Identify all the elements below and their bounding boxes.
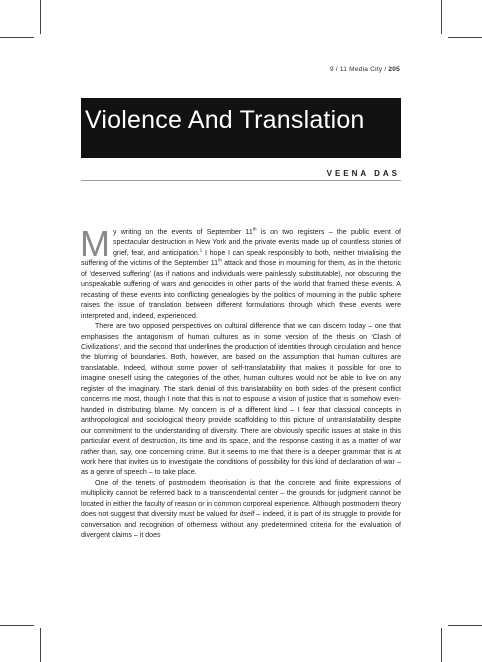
- crop-mark: [441, 0, 442, 34]
- article-title: Violence And Translation: [85, 106, 365, 134]
- drop-cap: M: [80, 223, 110, 264]
- running-head-text: 9 / 11 Media City /: [329, 66, 389, 73]
- text-run: is on two registers – the public event of spectacular destruction in New York and the private events made up of countless stories of grief, fear, and anticipation.: [113, 229, 401, 257]
- italic-run: for itself: [229, 511, 255, 519]
- title-band: [81, 98, 401, 158]
- running-head: [330, 66, 400, 73]
- paragraph-3: [81, 479, 401, 542]
- superscript: th: [252, 226, 257, 232]
- text-run: One of the tenets of postmodern theorisation is that the concrete and finite expressions of multiplicity cannot be referred back to a transcendental center – the grounds for judgment cannot be located in either the faculty of reason or in common corporeal experience. Although postmodern theory does not suggest that diversity must be valued: [81, 479, 401, 519]
- text-run: – indeed, it is part of its struggle to provide for conversation and recognition of otherness without any predetermined criteria for the evaluation of divergent claims – it does: [81, 511, 401, 540]
- title-rule: [81, 180, 401, 181]
- crop-mark: [441, 628, 442, 662]
- crop-mark: [0, 625, 34, 626]
- text-run: I hope I can speak responsibly to both, neither trivialising the suffering of the victims of the September 11: [81, 249, 401, 268]
- footnote-ref: 1: [199, 247, 203, 253]
- article-body: [80, 223, 401, 542]
- crop-mark: [448, 37, 482, 38]
- superscript: th: [218, 258, 222, 264]
- crop-mark: [448, 625, 482, 626]
- text-run: y writing on the events of September 11: [113, 229, 253, 236]
- page-number: 205: [388, 66, 400, 73]
- text-run: attack and those in mourning for them, as in the rhetoric of ‘deserved suffering’ (as if nations and individuals were painlessly substitutable), nor obscuring the unspeakable suffering of wars and genocides in other parts of the world that framed these events. A recasting of these events into conflicting genealogies by the politics of mourning in the public sphere raises the issue of translation between different formulations through which these events were interpreted and, indeed, experienced.: [81, 260, 401, 320]
- crop-mark: [40, 0, 41, 34]
- author-name: VEENA DAS: [326, 169, 400, 178]
- crop-mark: [0, 37, 34, 38]
- crop-mark: [40, 628, 41, 662]
- paragraph-1: [80, 223, 401, 322]
- paragraph-2: There are two opposed perspectives on cultural difference that we can discern today – one that emphasises the antagonism of human cultures as in some version of the thesis on ‘Clash of Civilizations’, and the second that underlines the production of identities through circulation and hence the blurring of boundaries. Both, however, are based on the assumption that human cultures are translatable. Indeed, without some power of self-translatability that makes it possible for one to imagine oneself using the categories of the other, human cultures would not be able to live on any register of the imaginary. The stark denial of this translatability on both sides of the present conflict concerns me most, though I note that this is not to espouse a vision of justice that is somehow even-handed in distributing blame. My concern is of a different kind – I fear that classical concepts in anthropological and sociological theory provide scaffolding to this picture of untranslatability despite our commitment to the understanding of diversity. There are obviously specific issues at stake in this particular event of destruction, its time and its space, and the response casting it as a matter of war rather than, say, one concerning crime. But it seems to me that there is a deeper grammar that is at work here that invites us to investigate the conditions of possibility for this kind of declaration of war – as a genre of speech – to take place.: [81, 323, 401, 477]
